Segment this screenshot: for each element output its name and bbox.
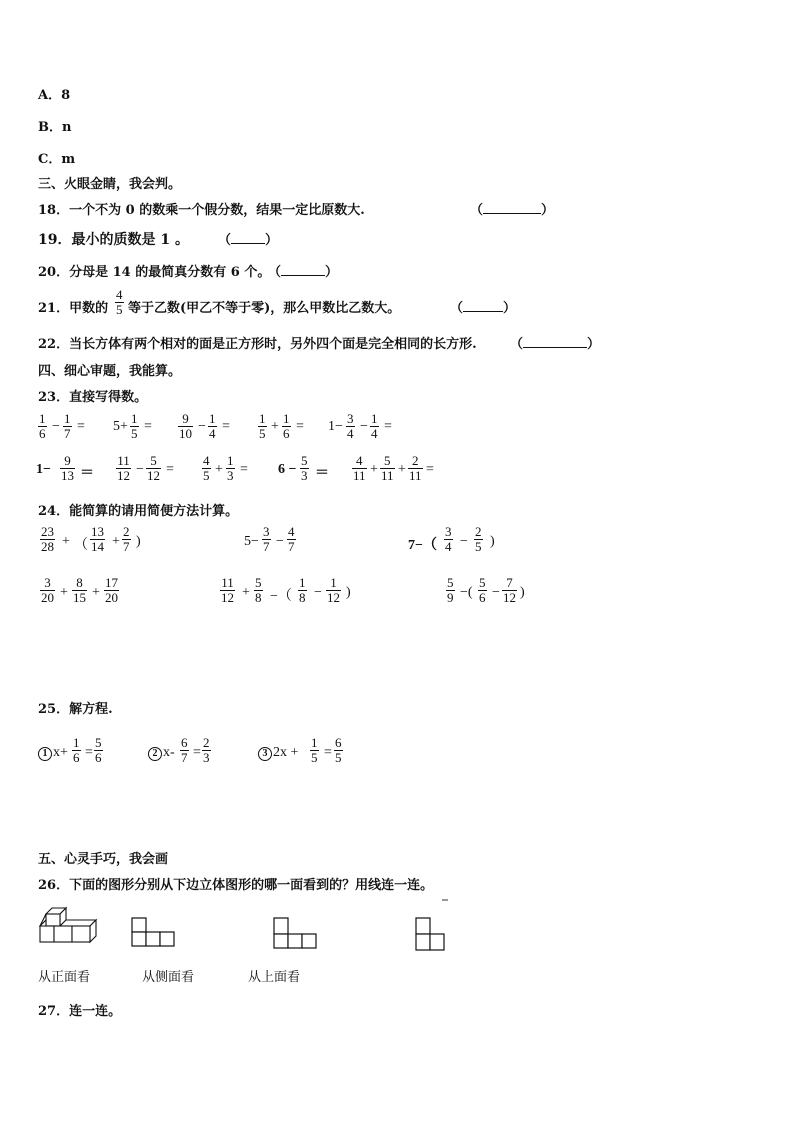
op: −(: [460, 585, 473, 600]
caption-front-view: 从正面看: [38, 970, 91, 985]
op: =: [296, 419, 304, 434]
frac: 2 7: [123, 524, 130, 554]
frac: 5 6: [95, 735, 102, 765]
op: +: [370, 462, 378, 477]
op: 5−: [244, 534, 259, 549]
circled-number-1: 1: [38, 747, 52, 761]
frac: 5 6: [479, 575, 486, 605]
op: =: [426, 462, 434, 477]
frac: 6 7: [181, 735, 188, 765]
op: +: [60, 585, 68, 600]
frac: 5 8: [255, 575, 262, 605]
op: =: [77, 419, 85, 434]
question-24: 24．能简算的请用简便方法计算。: [38, 504, 239, 519]
question-27: 27．连一连。: [38, 1004, 122, 1019]
frac: 8 15: [73, 575, 86, 605]
equation-3: 3 2x +: [258, 745, 298, 761]
frac: 1 8: [299, 575, 306, 605]
op: +: [271, 419, 279, 434]
frac: 7 12: [503, 575, 516, 605]
op: ): [136, 534, 141, 549]
frac: 13 14: [91, 524, 104, 554]
question-25: 25．解方程.: [38, 702, 113, 717]
frac: 11 12: [117, 453, 130, 483]
op: +: [92, 585, 100, 600]
op: =: [193, 745, 201, 760]
view-shape-1: [130, 916, 178, 950]
answer-blank-18[interactable]: （ ）: [470, 203, 555, 218]
frac: 5 12: [147, 453, 160, 483]
frac: 4 5: [203, 453, 210, 483]
frac: 9 13: [61, 453, 74, 483]
frac: 1 4: [371, 411, 378, 441]
frac: 4 7: [288, 524, 295, 554]
frac: 1 7: [64, 411, 71, 441]
frac: 1 3: [227, 453, 234, 483]
frac: 2 3: [203, 735, 210, 765]
question-20: 20．分母是 14 的最简真分数有 6 个。: [38, 265, 271, 280]
op: 1−: [328, 419, 343, 434]
frac: 3 7: [263, 524, 270, 554]
op: −: [460, 534, 468, 549]
op: ＝: [80, 466, 94, 481]
option-c: C．m: [38, 152, 76, 167]
op: =: [166, 462, 174, 477]
section-3-title: 三、火眼金睛，我会判。: [38, 177, 182, 192]
frac: 6 5: [335, 735, 342, 765]
caption-top-view: 从上面看: [248, 970, 301, 985]
op: =: [222, 419, 230, 434]
option-b: B．n: [38, 120, 72, 135]
frac: 1 5: [131, 411, 138, 441]
op: =: [384, 419, 392, 434]
frac: 3 4: [445, 524, 452, 554]
frac: 11 12: [221, 575, 234, 605]
frac: 2 11: [409, 453, 422, 483]
op: ＝: [315, 466, 329, 481]
frac: 5 11: [381, 453, 394, 483]
op: =: [85, 745, 93, 760]
question-21-prefix: 21．甲数的: [38, 301, 109, 316]
frac: 5 9: [447, 575, 454, 605]
circled-number-3: 3: [258, 747, 272, 761]
question-22: 22．当长方体有两个相对的面是正方形时，另外四个面是完全相同的长方形.: [38, 337, 477, 352]
frac: 1 12: [327, 575, 340, 605]
question-19: 19．最小的质数是 1 。: [38, 232, 189, 248]
frac: 1 5: [259, 411, 266, 441]
op: −: [314, 585, 322, 600]
op: 6 −: [278, 462, 297, 477]
frac: 9 10: [179, 411, 192, 441]
op: +: [62, 534, 70, 549]
op: =: [240, 462, 248, 477]
op: =: [144, 419, 152, 434]
op: +: [112, 534, 120, 549]
frac: 1 5: [311, 735, 318, 765]
frac: 17 20: [105, 575, 118, 605]
op: 7−（: [408, 538, 437, 553]
fraction-4-5: 4 5: [116, 287, 123, 317]
question-21-suffix: 等于乙数(甲乙不等于零)，那么甲数比乙数大。: [128, 301, 401, 316]
section-5-title: 五、心灵手巧，我会画: [38, 852, 169, 867]
question-18: 18．一个不为 0 的数乘一个假分数，结果一定比原数大.: [38, 203, 365, 218]
op: ): [346, 585, 351, 600]
view-shape-2: [272, 916, 320, 950]
frac: 1 4: [209, 411, 216, 441]
frac: 3 4: [347, 411, 354, 441]
frac: 4 11: [353, 453, 366, 483]
op: −（: [270, 589, 292, 604]
view-shape-3: [412, 898, 448, 954]
op: 1−: [36, 462, 51, 477]
op: +: [242, 585, 250, 600]
op: −: [360, 419, 368, 434]
3d-solid-figure: [38, 906, 102, 950]
question-26: 26．下面的图形分别从下边立体图形的哪一面看到的？用线连一连。: [38, 878, 434, 893]
op: 5+: [113, 419, 128, 434]
answer-blank-19[interactable]: （ ）: [218, 233, 279, 248]
op: +: [215, 462, 223, 477]
frac: 2 5: [475, 524, 482, 554]
op: −: [276, 534, 284, 549]
caption-side-view: 从侧面看: [142, 970, 195, 985]
op: =: [324, 745, 332, 760]
op: −: [52, 419, 60, 434]
frac: 1 6: [283, 411, 290, 441]
op: −: [492, 585, 500, 600]
op: （: [74, 538, 88, 553]
op: −: [136, 462, 144, 477]
answer-blank-20[interactable]: （ ）: [268, 265, 339, 280]
frac: 1 6: [73, 735, 80, 765]
answer-blank-22[interactable]: （ ）: [510, 337, 601, 352]
op: ): [490, 534, 495, 549]
question-23: 23．直接写得数。: [38, 390, 148, 405]
frac: 3 20: [41, 575, 54, 605]
option-a: A．8: [38, 88, 71, 103]
section-4-title: 四、细心审题，我能算。: [38, 364, 182, 379]
op: +: [398, 462, 406, 477]
op: ): [520, 585, 525, 600]
equation-1: 1 x+: [38, 745, 68, 761]
answer-blank-21[interactable]: （ ）: [450, 301, 517, 316]
equation-2: 2 x-: [148, 745, 175, 761]
frac: 23 28: [41, 524, 54, 554]
circled-number-2: 2: [148, 747, 162, 761]
frac: 5 3: [301, 453, 308, 483]
op: −: [198, 419, 206, 434]
frac: 1 6: [39, 411, 46, 441]
